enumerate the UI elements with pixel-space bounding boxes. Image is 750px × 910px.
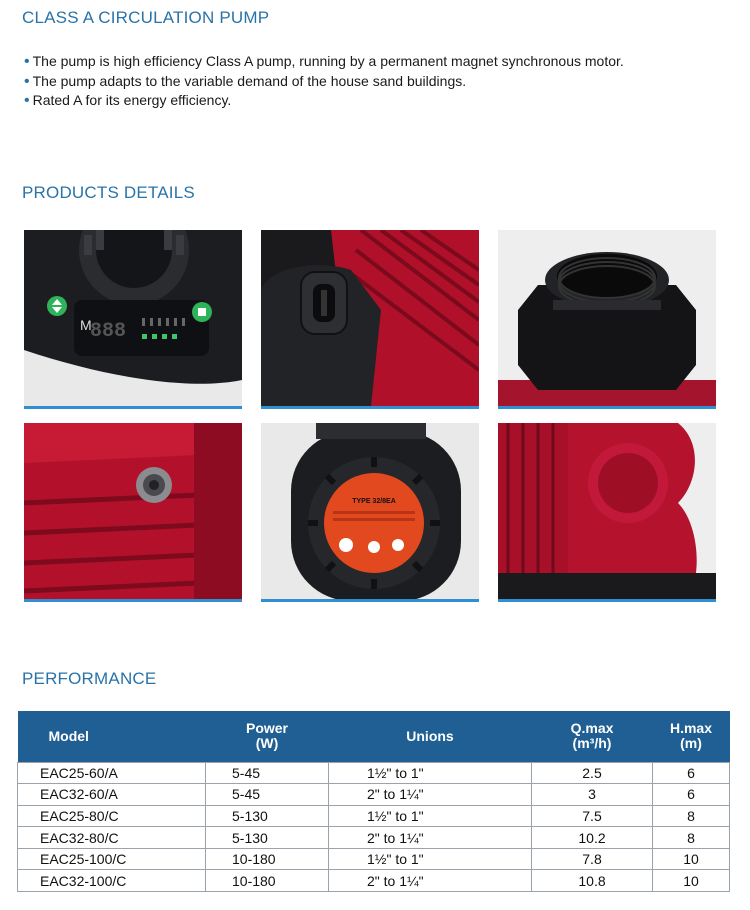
feature-item: • Rated A for its energy efficiency. — [24, 92, 232, 109]
panel-display-digits: 888 — [90, 320, 127, 343]
control-panel-photo — [24, 230, 242, 409]
section-title-details: PRODUCTS DETAILS — [22, 183, 195, 202]
header-model: Model — [48, 727, 89, 744]
feature-list — [24, 52, 708, 111]
feature-item: • The pump adapts to the variable demand of the house sand buildings. — [24, 72, 467, 90]
motor-type-label: TYPE 32/8EA — [352, 498, 396, 505]
header-power: Power (W) — [245, 720, 288, 752]
performance-table — [17, 711, 730, 892]
section-title-performance: PERFORMANCE — [22, 669, 157, 688]
bullet-icon: • — [24, 72, 30, 90]
bullet-icon: • — [24, 53, 30, 70]
table-row: EAC32-100/C 10-180 2" to 1¼" 10.8 10 — [18, 870, 730, 892]
threaded-union-photo — [498, 230, 716, 409]
panel-mode-label: M — [80, 317, 92, 333]
header-hmax: H.max (m) — [669, 720, 713, 752]
pump-body-side-photo — [24, 423, 242, 602]
bullet-icon: • — [24, 92, 30, 109]
table-row: EAC25-100/C 10-180 1½" to 1" 7.8 10 — [18, 848, 730, 870]
feature-item: • The pump is high efficiency Class A pump, running by a permanent magnet synchronous motor. — [24, 53, 624, 70]
motor-back-label-photo — [261, 423, 479, 602]
table-row: EAC25-80/C 5-130 1½" to 1" 7.5 8 — [18, 805, 730, 827]
header-unions: Unions — [406, 727, 454, 744]
header-qmax: Q.max (m³/h) — [570, 720, 614, 752]
pump-volute-photo — [498, 423, 716, 602]
power-connector-photo — [261, 230, 479, 409]
table-row: EAC25-60/A 5-45 1½" to 1" 2.5 6 — [18, 762, 730, 784]
table-row: EAC32-60/A 5-45 2" to 1¼" 3 6 — [18, 784, 730, 806]
section-title-circulation: CLASS A CIRCULATION PUMP — [22, 8, 270, 27]
table-row: EAC32-80/C 5-130 2" to 1¼" 10.2 8 — [18, 827, 730, 849]
table-header-row — [18, 711, 730, 762]
